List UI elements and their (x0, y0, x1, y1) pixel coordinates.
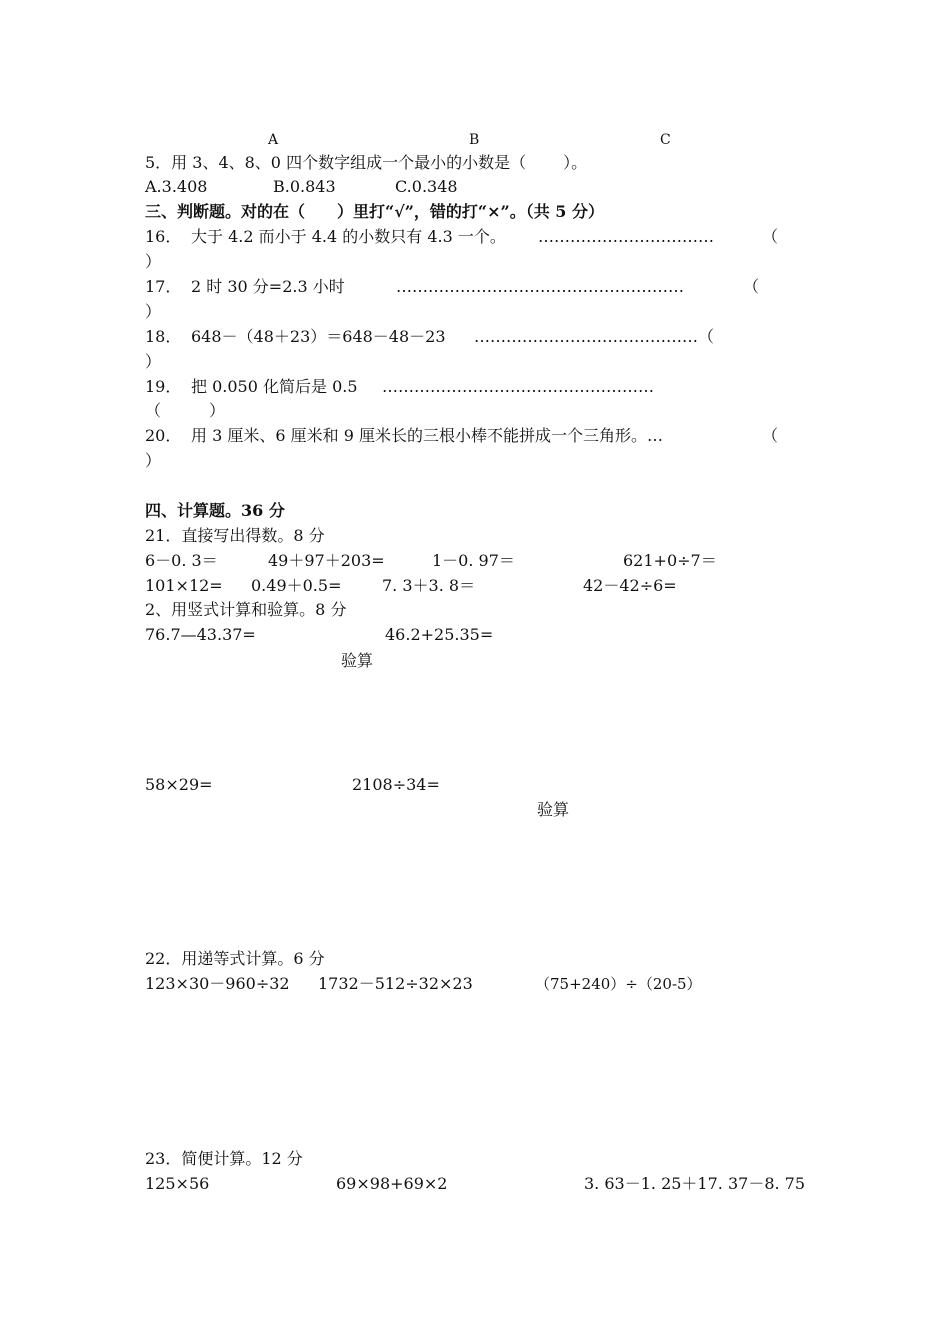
q22-item3: （75+240）÷（20-5） (535, 975, 702, 993)
label-c: C (660, 132, 671, 148)
item-17-paren-close: ） (145, 302, 162, 321)
item-17-text: 2 时 30 分=2.3 小时 (191, 277, 345, 296)
q21-row1-item3: 1－0. 97＝ (432, 551, 515, 570)
item-18-text: 648－（48＋23）＝648－48－23 (191, 327, 446, 346)
question-5: 5．用 3、4、8、0 四个数字组成一个最小的小数是（ ）。 (145, 153, 588, 172)
q2-row1-item2: 46.2+25.35= (385, 625, 494, 644)
item-19-text: 把 0.050 化简后是 0.5 (191, 377, 358, 396)
item-20-text: 用 3 厘米、6 厘米和 9 厘米长的三根小棒不能拼成一个三角形。… (191, 426, 663, 445)
item-18-dots: ……………………………………（ (474, 327, 715, 346)
q21-row2-item2: 0.49＋0.5= (251, 576, 342, 595)
item-19-number: 19． (145, 377, 182, 396)
q2-check-label-2: 验算 (537, 800, 570, 819)
q5-option-c: C.0.348 (395, 177, 458, 196)
q22-title: 22．用递等式计算。6 分 (145, 949, 325, 968)
item-20-number: 20． (145, 426, 182, 445)
item-20-paren-close: ） (145, 451, 162, 470)
item-19-paren: （ ） (145, 401, 226, 420)
q23-title: 23．简便计算。12 分 (145, 1149, 303, 1168)
q2-check-label-1: 验算 (341, 651, 374, 670)
item-17-paren-open: （ (743, 277, 760, 296)
q21-row1-item2: 49＋97＋203= (268, 551, 385, 570)
item-19-dots: …………………………………………… (382, 377, 654, 396)
q5-option-a: A.3.408 (145, 177, 208, 196)
label-a: A (268, 132, 279, 148)
q23-item1: 125×56 (145, 1174, 210, 1193)
q21-row2-item4: 42－42÷6= (583, 576, 677, 595)
item-18-number: 18． (145, 327, 182, 346)
label-b: B (469, 132, 480, 148)
item-16-number: 16． (145, 227, 182, 246)
q21-title: 21．直接写出得数。8 分 (145, 526, 325, 545)
q21-row2-item3: 7. 3＋3. 8＝ (382, 576, 476, 595)
item-20-paren-open: （ (762, 426, 779, 445)
q23-item2: 69×98+69×2 (336, 1174, 448, 1193)
item-16-paren-close: ） (145, 252, 162, 271)
q23-item3: 3. 63－1. 25＋17. 37－8. 75 (584, 1174, 806, 1193)
section-4-heading: 四、计算题。36 分 (145, 501, 285, 520)
q2-row2-item1: 58×29= (145, 775, 213, 794)
q2-row2-item2: 2108÷34= (352, 775, 440, 794)
item-16-text: 大于 4.2 而小于 4.4 的小数只有 4.3 一个。 (191, 227, 506, 246)
item-17-dots: ……………………………………………… (396, 277, 684, 296)
q22-item1: 123×30－960÷32 (145, 974, 290, 993)
q2-row1-item1: 76.7—43.37= (145, 625, 256, 644)
q21-row1-item4: 621+0÷7＝ (623, 551, 717, 570)
q21-row1-item1: 6－0. 3＝ (145, 551, 218, 570)
item-16-dots: …………………………… (538, 227, 714, 246)
item-16-paren-open: （ (762, 227, 779, 246)
q22-item2: 1732－512÷32×23 (318, 974, 473, 993)
section-3-heading: 三、判断题。对的在（ ）里打“√”，错的打“×”。（共 5 分） (145, 202, 605, 221)
item-17-number: 17． (145, 277, 182, 296)
q21-row2-item1: 101×12= (145, 576, 223, 595)
q2-title: 2、用竖式计算和验算。8 分 (145, 600, 347, 619)
q5-option-b: B.0.843 (273, 177, 336, 196)
item-18-paren-close: ） (145, 352, 162, 371)
